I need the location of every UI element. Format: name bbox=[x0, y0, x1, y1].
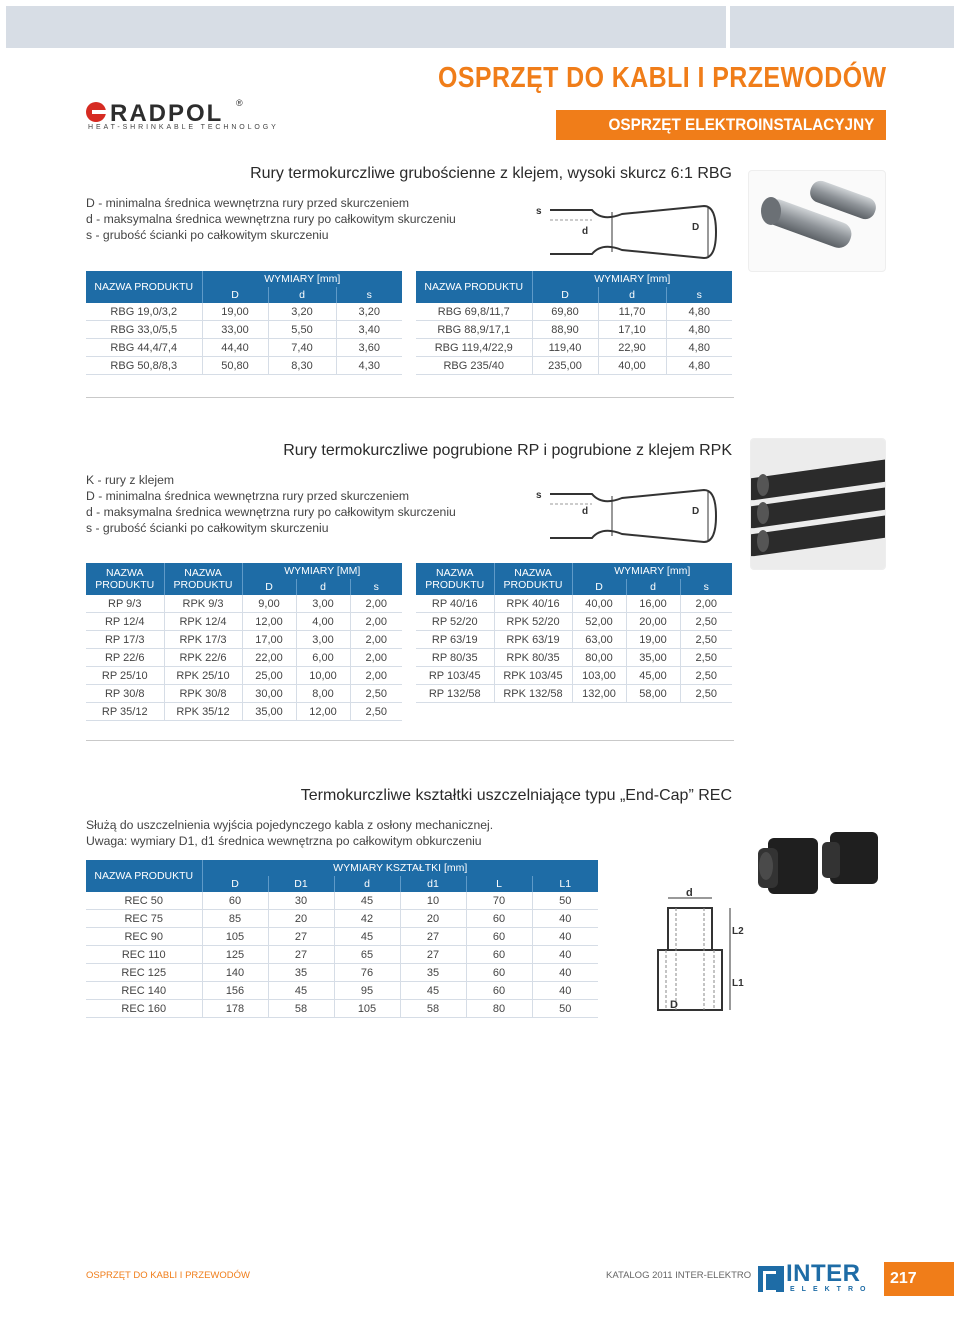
table-cell: 45 bbox=[334, 892, 400, 910]
table-row bbox=[416, 339, 732, 357]
category-banner bbox=[556, 110, 886, 140]
page-title: OSPRZĘT DO KABLI I PRZEWODÓW bbox=[437, 62, 886, 94]
section2-legend bbox=[86, 472, 456, 536]
endcap-diagram bbox=[650, 886, 746, 1018]
table-cell: 40 bbox=[532, 910, 598, 928]
table-cell: 10 bbox=[400, 892, 466, 910]
table-cell: 103,00 bbox=[572, 667, 626, 685]
table-row bbox=[416, 303, 732, 321]
table-cell: RP 9/3 bbox=[86, 595, 164, 613]
table-cell: 7,40 bbox=[268, 339, 336, 357]
page-number-box bbox=[884, 1262, 954, 1296]
diagram-label-L1: L1 bbox=[732, 978, 744, 989]
table-cell: 105 bbox=[334, 1000, 400, 1018]
table-cell: RBG 44,4/7,4 bbox=[86, 339, 202, 357]
table-cell: 4,80 bbox=[666, 321, 732, 339]
legend-line: d - maksymalna średnica wewnętrzna rury po całkowitym skurczeniu bbox=[86, 505, 456, 519]
table-cell: RP 63/19 bbox=[416, 631, 494, 649]
table-cell: 30,00 bbox=[242, 685, 296, 703]
table-row bbox=[416, 685, 732, 703]
table-cell: 60 bbox=[466, 946, 532, 964]
table-cell: 45 bbox=[334, 928, 400, 946]
col-header-s: s bbox=[336, 287, 402, 303]
diagram-label-d: d bbox=[582, 506, 589, 517]
rbg-product-photo bbox=[748, 170, 886, 272]
col-header-L1: L1 bbox=[532, 876, 598, 892]
table-cell: 3,20 bbox=[336, 303, 402, 321]
table-row bbox=[86, 703, 402, 721]
table-cell: 85 bbox=[202, 910, 268, 928]
table-cell: REC 50 bbox=[86, 892, 202, 910]
table-cell: RPK 17/3 bbox=[164, 631, 242, 649]
rp-product-photo bbox=[750, 438, 886, 570]
table-cell: 105 bbox=[202, 928, 268, 946]
diagram-label-d: d bbox=[686, 887, 693, 899]
table-cell: 8,00 bbox=[296, 685, 350, 703]
col-header-d1: d1 bbox=[400, 876, 466, 892]
col-header-group: WYMIARY [mm] bbox=[532, 271, 732, 287]
table-cell: 2,50 bbox=[680, 631, 732, 649]
footer-section-label: OSPRZĘT DO KABLI I PRZEWODÓW bbox=[86, 1270, 250, 1281]
table-row bbox=[86, 964, 598, 982]
col-header-d: d bbox=[598, 287, 666, 303]
table-cell: RPK 40/16 bbox=[494, 595, 572, 613]
table-cell: 60 bbox=[466, 910, 532, 928]
table-row bbox=[86, 667, 402, 685]
table-cell: 35,00 bbox=[242, 703, 296, 721]
col-header-d: d bbox=[626, 579, 680, 595]
radpol-mark-icon bbox=[86, 102, 106, 122]
table-cell: 45 bbox=[268, 982, 334, 1000]
table-cell: 4,80 bbox=[666, 303, 732, 321]
legend-line: s - grubość ścianki po całkowitym skurczeniu bbox=[86, 228, 329, 242]
legend-line: D - minimalna średnica wewnętrzna rury przed skurczeniem bbox=[86, 489, 410, 503]
diagram-label-s: s bbox=[536, 490, 542, 501]
table-cell: 2,50 bbox=[680, 613, 732, 631]
table-cell: 235,00 bbox=[532, 357, 598, 375]
table-cell: 40 bbox=[532, 946, 598, 964]
col-header-D: D bbox=[202, 876, 268, 892]
table-cell: 80 bbox=[466, 1000, 532, 1018]
table-cell: RPK 80/35 bbox=[494, 649, 572, 667]
table-cell: 60 bbox=[202, 892, 268, 910]
section-divider bbox=[86, 397, 734, 398]
table-cell: 4,30 bbox=[336, 357, 402, 375]
table-row bbox=[416, 667, 732, 685]
table-cell: RPK 25/10 bbox=[164, 667, 242, 685]
table-cell: 27 bbox=[400, 928, 466, 946]
diagram-label-D: D bbox=[692, 506, 700, 517]
table-cell: RPK 132/58 bbox=[494, 685, 572, 703]
rbg-table-left bbox=[86, 271, 402, 375]
table-cell: 2,00 bbox=[350, 595, 402, 613]
col-header-name: NAZWA PRODUKTU bbox=[86, 860, 202, 892]
top-bar bbox=[6, 6, 726, 48]
table-cell: 52,00 bbox=[572, 613, 626, 631]
inter-brand: INTER bbox=[786, 1260, 861, 1287]
table-cell: 140 bbox=[202, 964, 268, 982]
page-number: 217 bbox=[890, 1270, 917, 1287]
table-row bbox=[86, 946, 598, 964]
table-cell: 3,00 bbox=[296, 631, 350, 649]
table-cell: RP 35/12 bbox=[86, 703, 164, 721]
table-cell: RP 103/45 bbox=[416, 667, 494, 685]
table-cell: 35 bbox=[400, 964, 466, 982]
table-cell: 88,90 bbox=[532, 321, 598, 339]
table-cell: 44,40 bbox=[202, 339, 268, 357]
table-cell: 50 bbox=[532, 1000, 598, 1018]
table-row bbox=[86, 982, 598, 1000]
table-cell: 42 bbox=[334, 910, 400, 928]
table-cell: 2,50 bbox=[350, 685, 402, 703]
table-cell: RBG 33,0/5,5 bbox=[86, 321, 202, 339]
table-cell: 22,90 bbox=[598, 339, 666, 357]
table-cell: 2,00 bbox=[680, 595, 732, 613]
table-cell: 2,50 bbox=[680, 667, 732, 685]
diagram-label-L2: L2 bbox=[732, 926, 744, 937]
table-cell: 178 bbox=[202, 1000, 268, 1018]
table-cell: 16,00 bbox=[626, 595, 680, 613]
col-header-D: D bbox=[242, 579, 296, 595]
table-cell: 132,00 bbox=[572, 685, 626, 703]
table-cell: 6,00 bbox=[296, 649, 350, 667]
table-cell: 2,50 bbox=[350, 703, 402, 721]
table-cell: 76 bbox=[334, 964, 400, 982]
col-header-name: NAZWA PRODUKTU bbox=[86, 271, 202, 303]
col-header-name: NAZWA PRODUKTU bbox=[416, 271, 532, 303]
table-cell: RP 12/4 bbox=[86, 613, 164, 631]
section-divider bbox=[86, 740, 734, 741]
table-cell: RP 22/6 bbox=[86, 649, 164, 667]
table-cell: RBG 19,0/3,2 bbox=[86, 303, 202, 321]
col-header-d: d bbox=[268, 287, 336, 303]
section1-legend bbox=[86, 195, 456, 243]
rp-tube-diagram bbox=[532, 484, 722, 544]
table-row bbox=[86, 892, 598, 910]
col-header-name: NAZWA PRODUKTU bbox=[416, 563, 494, 595]
col-header-name-k: NAZWA PRODUKTU bbox=[494, 563, 572, 595]
table-cell: 19,00 bbox=[202, 303, 268, 321]
table-cell: RBG 88,9/17,1 bbox=[416, 321, 532, 339]
col-header-d: d bbox=[334, 876, 400, 892]
table-row bbox=[86, 357, 402, 375]
rec-table bbox=[86, 860, 598, 1018]
table-cell: 40 bbox=[532, 982, 598, 1000]
table-cell: 2,00 bbox=[350, 667, 402, 685]
table-cell: 156 bbox=[202, 982, 268, 1000]
table-row bbox=[86, 339, 402, 357]
table-cell: 50,80 bbox=[202, 357, 268, 375]
table-cell: 20 bbox=[268, 910, 334, 928]
table-cell: 45 bbox=[400, 982, 466, 1000]
table-cell: REC 160 bbox=[86, 1000, 202, 1018]
table-cell: 70 bbox=[466, 892, 532, 910]
table-cell: 58,00 bbox=[626, 685, 680, 703]
inter-mark-icon bbox=[758, 1266, 784, 1292]
table-cell: RP 30/8 bbox=[86, 685, 164, 703]
diagram-label-D: D bbox=[692, 222, 700, 233]
table-cell: 60 bbox=[466, 964, 532, 982]
table-cell: 2,00 bbox=[350, 649, 402, 667]
section3-legend bbox=[86, 817, 493, 849]
table-cell: RP 17/3 bbox=[86, 631, 164, 649]
inter-brand-sub: ELEKTRO bbox=[790, 1286, 873, 1293]
col-header-D: D bbox=[532, 287, 598, 303]
table-cell: RP 25/10 bbox=[86, 667, 164, 685]
col-header-group: WYMIARY [mm] bbox=[572, 563, 732, 579]
table-cell: 4,80 bbox=[666, 357, 732, 375]
table-cell: 119,40 bbox=[532, 339, 598, 357]
table-cell: 60 bbox=[466, 928, 532, 946]
table-cell: 69,80 bbox=[532, 303, 598, 321]
col-header-group: WYMIARY KSZTAŁTKI [mm] bbox=[202, 860, 598, 876]
inter-elektro-logo bbox=[758, 1260, 873, 1298]
table-cell: 63,00 bbox=[572, 631, 626, 649]
rbg-tube-diagram bbox=[532, 200, 722, 260]
col-header-group: WYMIARY [MM] bbox=[242, 563, 402, 579]
legend-line: K - rury z klejem bbox=[86, 473, 175, 487]
table-row bbox=[416, 357, 732, 375]
rbg-table-right bbox=[416, 271, 732, 375]
rp-table-left bbox=[86, 563, 402, 721]
table-cell: RP 132/58 bbox=[416, 685, 494, 703]
table-cell: RBG 50,8/8,3 bbox=[86, 357, 202, 375]
table-cell: 27 bbox=[400, 946, 466, 964]
table-cell: RBG 119,4/22,9 bbox=[416, 339, 532, 357]
table-cell: RP 80/35 bbox=[416, 649, 494, 667]
table-row bbox=[86, 321, 402, 339]
table-cell: 60 bbox=[466, 982, 532, 1000]
col-header-L: L bbox=[466, 876, 532, 892]
col-header-D1: D1 bbox=[268, 876, 334, 892]
table-cell: 3,40 bbox=[336, 321, 402, 339]
table-cell: 35 bbox=[268, 964, 334, 982]
logo-text: RADPOL bbox=[110, 100, 224, 127]
table-cell: 95 bbox=[334, 982, 400, 1000]
table-row bbox=[86, 631, 402, 649]
table-row bbox=[86, 649, 402, 667]
table-cell: RP 52/20 bbox=[416, 613, 494, 631]
table-cell: 58 bbox=[400, 1000, 466, 1018]
table-cell: 4,80 bbox=[666, 339, 732, 357]
table-cell: RPK 63/19 bbox=[494, 631, 572, 649]
table-cell: 17,00 bbox=[242, 631, 296, 649]
table-cell: 20,00 bbox=[626, 613, 680, 631]
table-cell: 9,00 bbox=[242, 595, 296, 613]
table-cell: 2,00 bbox=[350, 613, 402, 631]
legend-line: s - grubość ścianki po całkowitym skurczeniu bbox=[86, 521, 329, 535]
table-cell: 2,50 bbox=[680, 649, 732, 667]
table-cell: 2,50 bbox=[680, 685, 732, 703]
table-cell: REC 140 bbox=[86, 982, 202, 1000]
logo-reg: ® bbox=[236, 98, 243, 108]
table-cell: 50 bbox=[532, 892, 598, 910]
table-cell: 45,00 bbox=[626, 667, 680, 685]
table-cell: 30 bbox=[268, 892, 334, 910]
table-cell: 33,00 bbox=[202, 321, 268, 339]
logo-tagline: HEAT-SHRINKABLE TECHNOLOGY bbox=[88, 124, 279, 131]
table-cell: 2,00 bbox=[350, 631, 402, 649]
table-cell: RPK 35/12 bbox=[164, 703, 242, 721]
top-bar-right bbox=[730, 6, 954, 48]
section1-title: Rury termokurczliwe grubościenne z klejem, wysoki skurcz 6:1 RBG bbox=[250, 165, 732, 182]
col-header-s: s bbox=[666, 287, 732, 303]
col-header-s: s bbox=[680, 579, 732, 595]
table-cell: 12,00 bbox=[242, 613, 296, 631]
table-cell: 40 bbox=[532, 928, 598, 946]
diagram-label-s: s bbox=[536, 206, 542, 217]
table-row bbox=[86, 1000, 598, 1018]
col-header-group: WYMIARY [mm] bbox=[202, 271, 402, 287]
table-cell: REC 90 bbox=[86, 928, 202, 946]
section2-title: Rury termokurczliwe pogrubione RP i pogrubione z klejem RPK bbox=[283, 442, 732, 459]
table-cell: REC 110 bbox=[86, 946, 202, 964]
table-cell: RBG 69,8/11,7 bbox=[416, 303, 532, 321]
table-cell: 19,00 bbox=[626, 631, 680, 649]
table-row bbox=[86, 910, 598, 928]
table-cell: 3,20 bbox=[268, 303, 336, 321]
table-row bbox=[416, 595, 732, 613]
footer-catalog-label: KATALOG 2011 INTER-ELEKTRO bbox=[606, 1270, 752, 1281]
table-row bbox=[86, 613, 402, 631]
table-cell: RPK 22/6 bbox=[164, 649, 242, 667]
table-cell: 3,00 bbox=[296, 595, 350, 613]
table-cell: 3,60 bbox=[336, 339, 402, 357]
table-cell: 20 bbox=[400, 910, 466, 928]
table-cell: 8,30 bbox=[268, 357, 336, 375]
col-header-name-k: NAZWA PRODUKTU bbox=[164, 563, 242, 595]
table-cell: 25,00 bbox=[242, 667, 296, 685]
table-cell: 5,50 bbox=[268, 321, 336, 339]
category-title: OSPRZĘT ELEKTROINSTALACYJNY bbox=[608, 115, 874, 134]
table-cell: REC 75 bbox=[86, 910, 202, 928]
table-cell: 65 bbox=[334, 946, 400, 964]
table-cell: 58 bbox=[268, 1000, 334, 1018]
col-header-d: d bbox=[296, 579, 350, 595]
table-cell: 35,00 bbox=[626, 649, 680, 667]
col-header-D: D bbox=[572, 579, 626, 595]
table-row bbox=[416, 321, 732, 339]
rp-table-right bbox=[416, 563, 732, 703]
legend-line: d - maksymalna średnica wewnętrzna rury po całkowitym skurczeniu bbox=[86, 212, 456, 226]
table-cell: RPK 12/4 bbox=[164, 613, 242, 631]
table-cell: RPK 103/45 bbox=[494, 667, 572, 685]
table-row bbox=[416, 613, 732, 631]
radpol-logo bbox=[86, 98, 279, 134]
table-cell: 4,00 bbox=[296, 613, 350, 631]
table-row bbox=[86, 685, 402, 703]
table-cell: 27 bbox=[268, 928, 334, 946]
table-cell: 12,00 bbox=[296, 703, 350, 721]
legend-line: Służą do uszczelnienia wyjścia pojedynczego kabla z osłony mechanicznej. bbox=[86, 818, 494, 832]
table-cell: RPK 52/20 bbox=[494, 613, 572, 631]
table-cell: 40,00 bbox=[572, 595, 626, 613]
legend-line: D - minimalna średnica wewnętrzna rury przed skurczeniem bbox=[86, 196, 410, 210]
table-row bbox=[86, 595, 402, 613]
col-header-D: D bbox=[202, 287, 268, 303]
table-cell: REC 125 bbox=[86, 964, 202, 982]
table-row bbox=[416, 631, 732, 649]
col-header-name: NAZWA PRODUKTU bbox=[86, 563, 164, 595]
endcap-product-photo bbox=[750, 830, 884, 898]
table-cell: 125 bbox=[202, 946, 268, 964]
table-cell: 22,00 bbox=[242, 649, 296, 667]
table-cell: RBG 235/40 bbox=[416, 357, 532, 375]
table-cell: RPK 9/3 bbox=[164, 595, 242, 613]
table-cell: 10,00 bbox=[296, 667, 350, 685]
table-cell: RP 40/16 bbox=[416, 595, 494, 613]
diagram-label-d: d bbox=[582, 226, 589, 237]
table-row bbox=[86, 928, 598, 946]
table-cell: RPK 30/8 bbox=[164, 685, 242, 703]
table-row bbox=[416, 649, 732, 667]
table-row bbox=[86, 303, 402, 321]
table-cell: 17,10 bbox=[598, 321, 666, 339]
legend-line: Uwaga: wymiary D1, d1 średnica wewnętrzna po całkowitym obkurczeniu bbox=[86, 834, 482, 848]
table-cell: 40,00 bbox=[598, 357, 666, 375]
diagram-label-D: D bbox=[670, 999, 678, 1011]
table-cell: 80,00 bbox=[572, 649, 626, 667]
table-cell: 27 bbox=[268, 946, 334, 964]
section3-title: Termokurczliwe kształtki uszczelniające typu „End-Cap” REC bbox=[300, 787, 732, 804]
table-cell: 11,70 bbox=[598, 303, 666, 321]
table-cell: 40 bbox=[532, 964, 598, 982]
col-header-s: s bbox=[350, 579, 402, 595]
